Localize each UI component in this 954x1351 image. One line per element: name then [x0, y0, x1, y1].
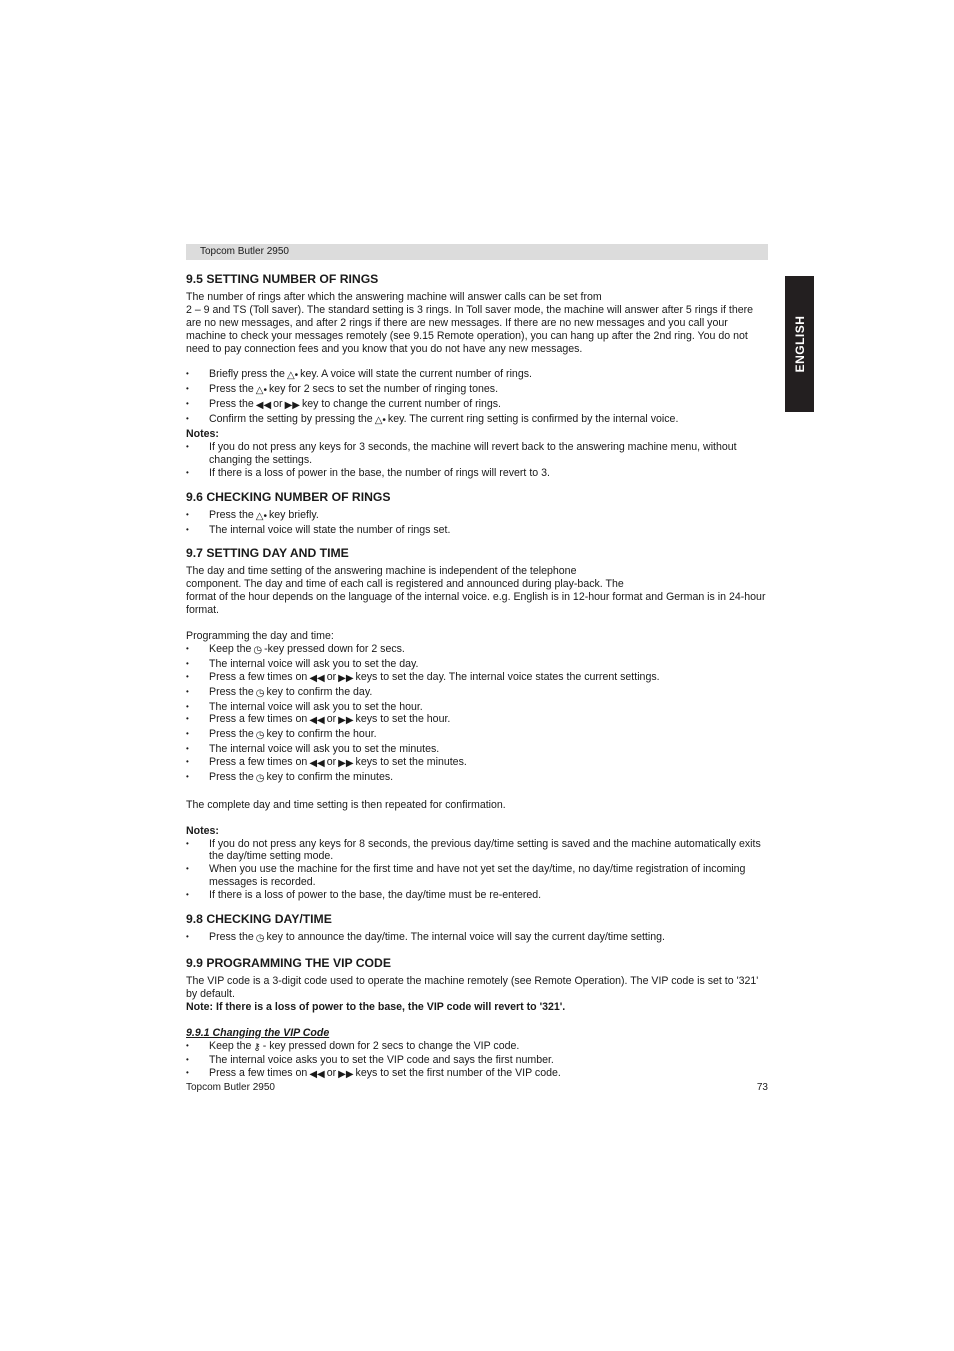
paragraph: component. The day and time of each call is registered and announced during play-back. The [186, 578, 624, 591]
list-item: • Press a few times on ◀◀ or ▶▶ keys to set the hour. [186, 713, 768, 728]
bell-key-icon: △• [286, 370, 299, 382]
rewind-icon: ◀◀ [309, 758, 325, 770]
paragraph: Programming the day and time: [186, 630, 334, 642]
bell-key-icon: △• [255, 385, 267, 397]
section-heading-9-6: 9.6 CHECKING NUMBER OF RINGS [186, 489, 391, 504]
list-item: • If you do not press any keys for 8 seconds, the previous day/time setting is saved and the machine automatically exits the day/time setting mode. [186, 838, 768, 864]
list-item: • If there is a loss of power in the base, the number of rings will revert to 3. [186, 467, 768, 480]
paragraph: The day and time setting of the answering machine is independent of the telephone [186, 565, 577, 578]
list-item: • The internal voice will ask you to set the hour. [186, 701, 768, 714]
list-item: • Press the △• key for 2 secs to set the number of ringing tones. [186, 383, 768, 398]
paragraph: The VIP code is a 3-digit code used to operate the machine remotely (see Remote Operation). The VIP code is set to '321' by default. [186, 975, 759, 1000]
list-item: • If you do not press any keys for 3 seconds, the machine will revert back to the answering machine menu, without changing the settings. [186, 441, 768, 467]
list-item: • The internal voice will ask you to set the day. [186, 658, 768, 671]
rewind-icon: ◀◀ [309, 672, 325, 684]
notes-list [186, 441, 768, 480]
list-item: • Confirm the setting by pressing the △• key. The current ring setting is confirmed by the internal voice. [186, 413, 768, 428]
bullet-list [186, 1040, 768, 1083]
list-item: • Keep the ⚷ - key pressed down for 2 secs to change the VIP code. [186, 1040, 768, 1055]
clock-icon: ◷ [253, 644, 263, 656]
list-item: • Press the ◷ key to confirm the hour. [186, 728, 768, 743]
paragraph: 2 – 9 and TS (Toll saver). The standard setting is 3 rings. In Toll saver mode, the machine will answer after 5 rings if there are no new messages, and after 2 rings if there are new messages. If there are no new messages and you call your machine to check your messages remotely (see 9.15 Remote operation), you can hang up after the 2nd ring. You do not need to pay connection fees and you know that you do not have any new messages. [186, 303, 754, 355]
rewind-icon: ◀◀ [309, 715, 325, 727]
list-item: • The internal voice will ask you to set the minutes. [186, 743, 768, 756]
list-item: • The internal voice asks you to set the VIP code and says the first number. [186, 1054, 768, 1067]
paragraph: format of the hour depends on the language of the internal voice. e.g. English is in 12-hour format and German is in 24-hour format. [186, 591, 766, 617]
list-item: • Press a few times on ◀◀ or ▶▶ keys to set the day. The internal voice states the current settings. [186, 671, 768, 686]
rewind-icon: ◀◀ [309, 1069, 325, 1081]
clock-icon: ◷ [255, 933, 265, 945]
list-item: • Press the ◷ key to confirm the day. [186, 686, 768, 701]
footer-title: Topcom Butler 2950 [186, 1082, 275, 1093]
page-number: 73 [756, 1082, 768, 1093]
list-item: • Press the ◷ key to confirm the minutes. [186, 771, 768, 786]
forward-icon: ▶▶ [338, 1069, 354, 1081]
section-heading-9-5: 9.5 SETTING NUMBER OF RINGS [186, 272, 379, 286]
bullet-list [186, 643, 768, 786]
clock-icon: ◷ [255, 773, 265, 785]
section-heading-9-8: 9.8 CHECKING DAY/TIME [186, 912, 332, 927]
subsection-heading: 9.9.1 Changing the VIP Code [186, 1026, 330, 1039]
bell-key-icon: △• [374, 415, 386, 427]
list-item: • Press the △• key briefly. [186, 509, 768, 524]
running-header [186, 244, 768, 260]
page-content [186, 272, 768, 1082]
notes-label: Notes: [186, 824, 219, 837]
forward-icon: ▶▶ [338, 758, 354, 770]
list-item: • Press a few times on ◀◀ or ▶▶ keys to set the minutes. [186, 756, 768, 771]
vip-note: Note: If there is a loss of power to the base, the VIP code will revert to '321'. [186, 1000, 566, 1013]
notes-list [186, 838, 768, 903]
list-item: • If there is a loss of power to the base, the day/time must be re-entered. [186, 889, 768, 902]
header-title: Topcom Butler 2950 [200, 246, 289, 257]
section-heading-9-7: 9.7 SETTING DAY AND TIME [186, 546, 349, 561]
list-item: • When you use the machine for the first time and have not yet set the day/time, no day/time registration of incoming messages is recorded. [186, 863, 768, 889]
paragraph: The number of rings after which the answering machine will answer calls can be set from [186, 291, 602, 303]
language-tab [785, 276, 814, 412]
list-item: • Keep the ◷ -key pressed down for 2 secs. [186, 643, 768, 658]
section-heading-9-9: 9.9 PROGRAMMING THE VIP CODE [186, 956, 391, 970]
clock-icon: ◷ [255, 730, 265, 742]
forward-icon: ▶▶ [338, 715, 354, 727]
forward-icon: ▶▶ [338, 672, 354, 684]
language-tab-label: ENGLISH [792, 315, 807, 373]
key-icon: ⚷ [253, 1041, 261, 1053]
bullet-list [186, 509, 768, 537]
bell-key-icon: △• [255, 510, 267, 522]
paragraph: The complete day and time setting is then repeated for confirmation. [186, 798, 506, 811]
clock-icon: ◷ [255, 687, 265, 699]
list-item: • The internal voice will state the number of rings set. [186, 524, 768, 537]
list-item: • Press the ◷ key to announce the day/time. The internal voice will say the current day/time setting. [186, 931, 768, 946]
list-item: • Press the ◀◀ or ▶▶ key to change the current number of rings. [186, 398, 768, 413]
bullet-list [186, 931, 768, 946]
rewind-icon: ◀◀ [255, 400, 272, 412]
forward-icon: ▶▶ [284, 400, 300, 412]
list-item: • Press a few times on ◀◀ or ▶▶ keys to set the first number of the VIP code. [186, 1067, 768, 1082]
bullet-list [186, 368, 768, 428]
list-item: • Briefly press the △• key. A voice will state the current number of rings. [186, 368, 768, 383]
notes-label: Notes: [186, 428, 219, 441]
